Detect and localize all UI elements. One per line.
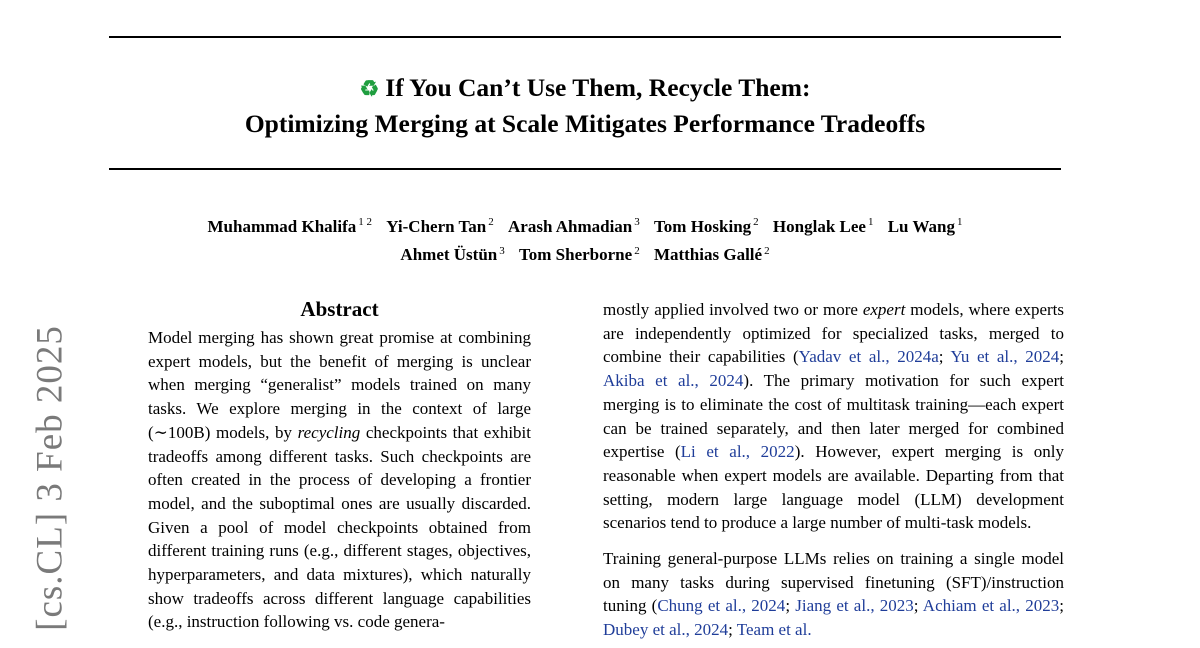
citation-link[interactable]: Team et al. — [736, 620, 812, 640]
citation-link[interactable]: Akiba et al., 2024 — [603, 371, 744, 391]
author: Arash Ahmadian $^3$ — [508, 216, 640, 236]
citation-link[interactable]: Achiam et al., 2023 — [922, 596, 1060, 616]
author: Muhammad Khalifa $^{1 2}$ — [207, 216, 373, 236]
arxiv-stamp-text: [cs.CL] 3 Feb 2025 — [29, 325, 71, 631]
citation-link[interactable]: Jiang et al., 2023 — [795, 596, 914, 616]
citation-link[interactable]: Chung et al., 2024 — [657, 596, 786, 616]
author: Ahmet Üstün $^3$ — [400, 244, 505, 265]
arxiv-stamp — [0, 0, 100, 648]
author: Tom Sherborne $^2$ — [518, 244, 640, 265]
intro-paragraph-1: mostly applied involved two or more expert models, where experts are independently optimized for specialized tasks, merged to combine their capabilities (Yadav et al., 2024a; Yu et al., 2024; Akiba et al., 2024). The primary motivation for such expert merging is to eliminate the cost of multitask training—each expert can be trained separately, and then later merged for combined expertise (Li et al., 2022). However, expert merging is only reasonable when expert models are available. Departing from that setting, modern large language model (LLM) development scenarios tend to produce a large number of multi-task models. — [603, 300, 1065, 533]
author: Tom Hosking $^2$ — [654, 216, 759, 236]
title-line-2: Optimizing Merging at Scale Mitigates Performance Tradeoffs — [244, 109, 926, 138]
bottom-rule — [109, 168, 1061, 170]
citation-link[interactable]: Yadav et al., 2024a — [798, 347, 939, 367]
citation-link[interactable]: Li et al., 2022 — [680, 442, 795, 462]
author-line-1 — [109, 210, 1061, 239]
intro-paragraph-2: Training general-purpose LLMs relies on training a single model on many tasks during supervised finetuning (SFT)/instruction tuning (Chung et al., 2024; Jiang et al., 2023; Achiam et al., 2023; Dubey et al., 2024; Team et al. — [603, 549, 1064, 640]
paper-title — [109, 70, 1061, 141]
intro-column — [603, 298, 1064, 642]
abstract-text: Model merging has shown great promise at combining expert models, but the benefit of merging is unclear when merging “generalist” models trained on many tasks. We explore merging in the context of large (∼100B) models, by recycling checkpoints that exhibit tradeoffs among different tasks. Such checkpoints are often created in the process of developing a frontier model, and the suboptimal ones are usually discarded. Given a pool of model checkpoints obtained from different training runs (e.g., different stages, objectives, hyperparameters, and data mixtures), which naturally show tradeoffs across different language capabilities (e.g., instruction following vs. code genera- — [148, 328, 532, 632]
citation-link[interactable]: Yu et al., 2024 — [950, 347, 1060, 367]
recycle-icon: ♻ — [359, 76, 380, 101]
title-line-1: If You Can’t Use Them, Recycle Them: — [385, 73, 811, 102]
author-line-2 — [109, 239, 1061, 268]
abstract-column — [148, 296, 531, 634]
top-rule — [109, 36, 1061, 38]
citation-link[interactable]: Dubey et al., 2024 — [603, 620, 729, 640]
abstract-heading: Abstract — [300, 297, 379, 321]
author: Lu Wang $^1$ — [887, 216, 963, 236]
author: Matthias Gallé $^2$ — [653, 244, 770, 265]
author: Yi-Chern Tan $^2$ — [386, 216, 494, 236]
author-list — [109, 210, 1061, 267]
author: Honglak Lee $^1$ — [772, 216, 874, 236]
